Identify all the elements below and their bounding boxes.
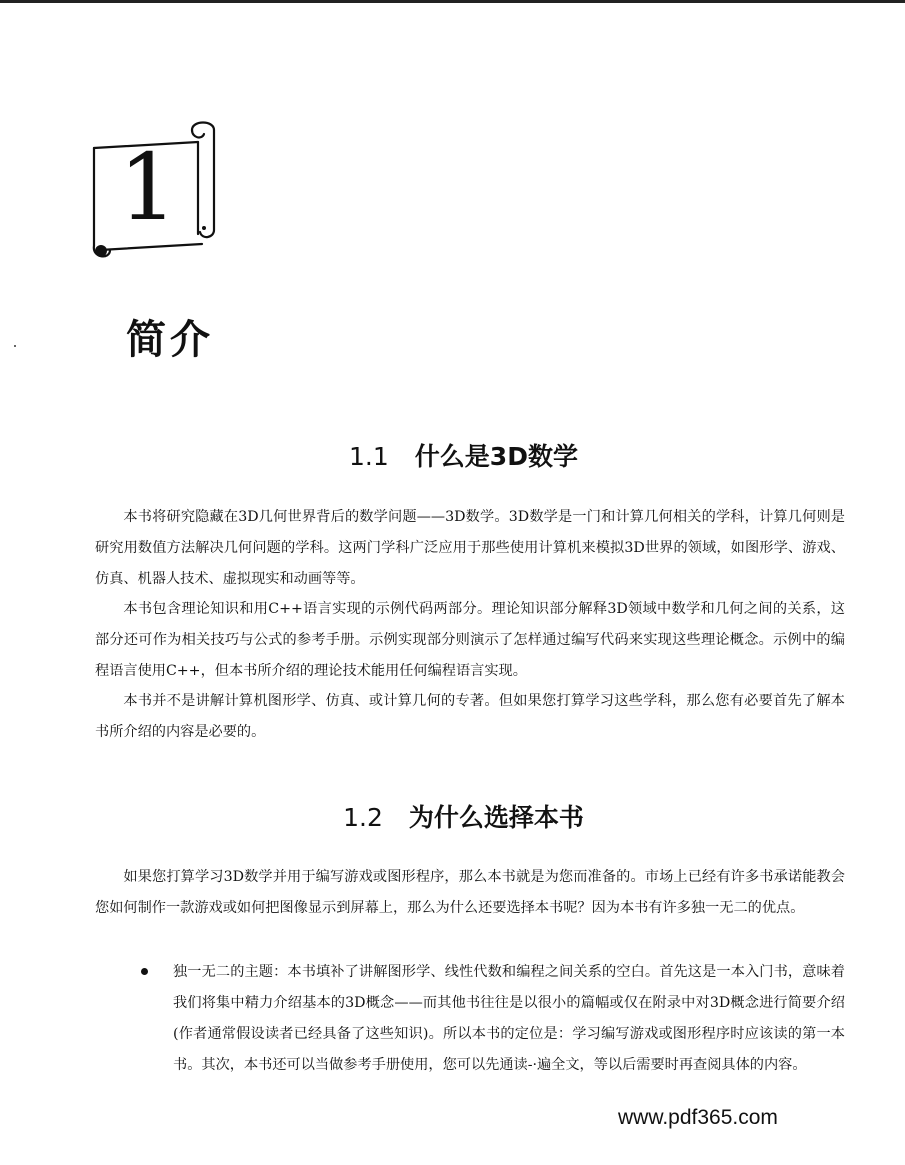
- watermark-url: www.pdf365.com: [618, 1106, 778, 1129]
- section-number: 1.2: [343, 803, 383, 832]
- bullet-text: 独一无二的主题：本书填补了讲解图形学、线性代数和编程之间关系的空白。首先这是一本入门书，意味着我们将集中精力介绍基本的3D概念——而其他书往往是以很小的篇幅或仅在附录中对3D概念进行简要介绍(作者通常假设读者已经具备了这些知识)。所以本书的定位是：学习编写游戏或图形程序时应该读的第一本书。其次，本书还可以当做参考手册使用，您可以先通读-·遍全文，等以后需要时再查阅具体的内容。: [173, 964, 845, 1073]
- paragraph: 本书包含理论知识和用C++语言实现的示例代码两部分。理论知识部分解释3D领域中数学和几何之间的关系，这部分还可作为相关技巧与公式的参考手册。示例实现部分则演示了怎样通过编写代码来实现这些理论概念。示例中的编程语言使用C++，但本书所介绍的理论技术能用任何编程语言实现。: [95, 601, 845, 679]
- paragraph: 本书将研究隐藏在3D几何世界背后的数学问题——3D数学。3D数学是一门和计算几何相关的学科，计算几何则是研究用数值方法解决几何问题的学科。这两门学科广泛应用于那些使用计算机来模拟3D世界的领域，如图形学、游戏、仿真、机器人技术、虚拟现实和动画等等。: [95, 509, 845, 587]
- section-heading-1-1: [0, 437, 905, 473]
- section-heading-1-2: [0, 798, 905, 834]
- chapter-number: 1: [118, 134, 178, 241]
- section-title: 什么是3D数学: [414, 442, 578, 471]
- chapter-title: 简介: [126, 317, 214, 363]
- page-top-rule: [0, 0, 905, 3]
- paragraph: 本书并不是讲解计算机图形学、仿真、或计算几何的专著。但如果您打算学习这些学科，那么您有必要首先了解本书所介绍的内容是必要的。: [95, 693, 845, 740]
- section-title: 为什么选择本书: [408, 803, 584, 832]
- bullet-list-item: [95, 957, 845, 1081]
- paragraph: 如果您打算学习3D数学并用于编写游戏或图形程序，那么本书就是为您而准备的。市场上已经有许多书承诺能教会您如何制作一款游戏或如何把图像显示到屏幕上，那么为什么还要选择本书呢？因为本书有许多独一无二的优点。: [95, 869, 845, 916]
- section-number: 1.1: [349, 442, 389, 471]
- bullet-icon: [141, 968, 148, 975]
- scan-speck: [14, 345, 16, 347]
